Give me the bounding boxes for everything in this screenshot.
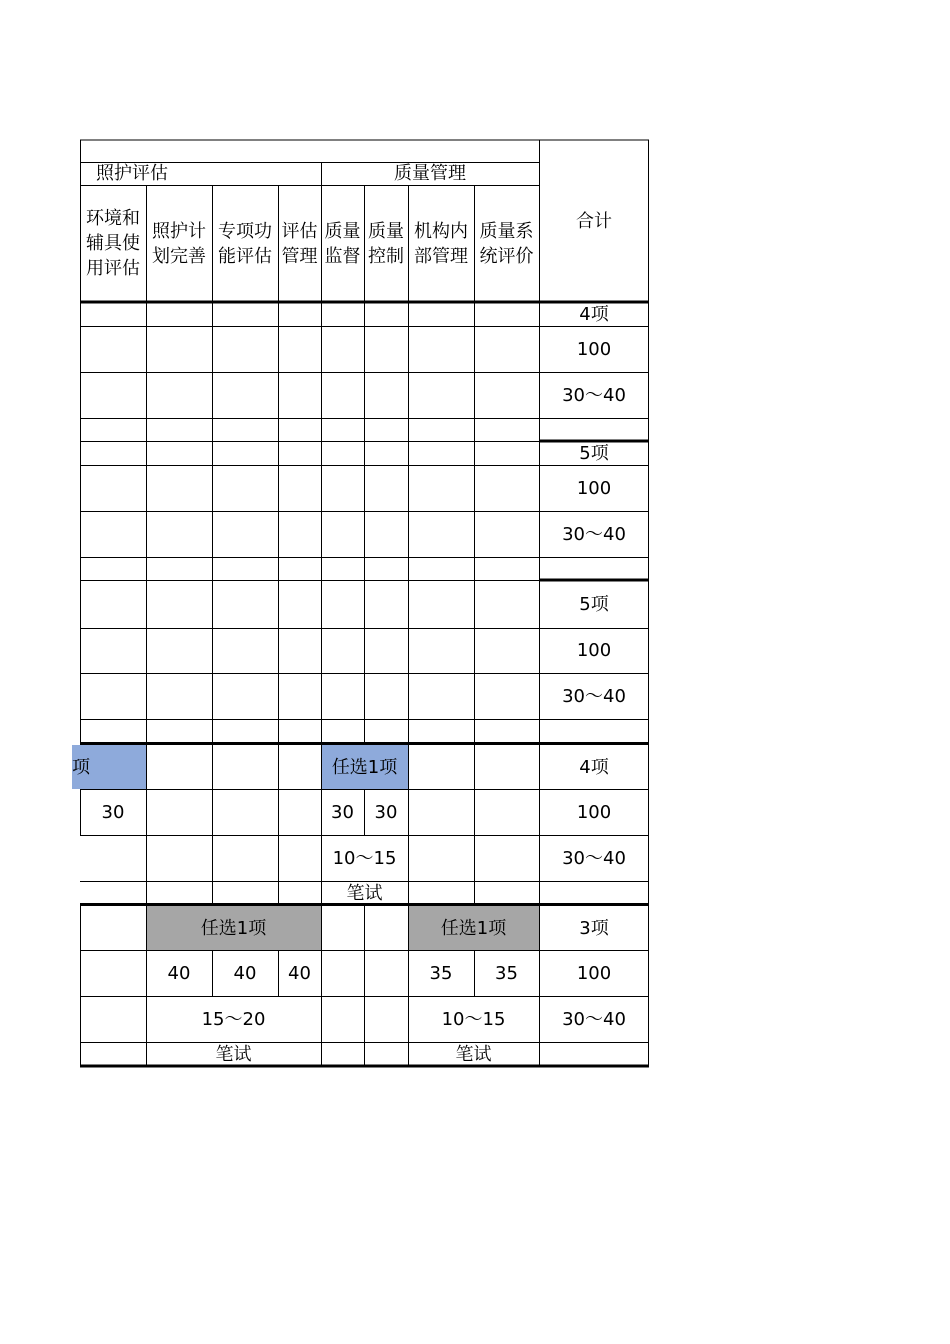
block4-env-score: 30 (101, 801, 125, 823)
block4-env-choice-cell: 项 (72, 756, 90, 778)
group-quality-management: 质量管理 (394, 163, 466, 184)
block5-care-choice: 任选1项 (200, 917, 267, 939)
block4-supervision-score: 30 (331, 801, 354, 823)
block4-time: 30～40 (562, 847, 626, 869)
block4-quality-choice: 任选1项 (331, 756, 398, 778)
col-eval-management: 评估 管理 (281, 220, 318, 267)
block4-items: 4项 (579, 756, 609, 778)
block3-time: 30～40 (562, 685, 626, 707)
block5-internal-choice: 任选1项 (440, 917, 507, 939)
col-quality-control: 质量 控制 (368, 220, 404, 267)
block5-internal-method: 笔试 (455, 1044, 492, 1065)
block5-care-method: 笔试 (215, 1044, 252, 1065)
block5-time: 30～40 (562, 1008, 626, 1030)
block4-quality-method: 笔试 (346, 883, 383, 904)
col-quality-supervision: 质量 监督 (324, 220, 361, 267)
col-env-aids: 环境和 辅具使 用评估 (86, 208, 140, 279)
block4-score: 100 (576, 801, 612, 823)
block1-time: 30～40 (562, 384, 626, 406)
block1-score: 100 (576, 338, 612, 360)
block5-care-plan-score: 40 (167, 962, 191, 984)
block1-items: 4项 (579, 304, 609, 325)
block3-score: 100 (576, 640, 612, 661)
block2-items: 5项 (579, 443, 609, 464)
block4-quality-time: 10～15 (332, 847, 397, 869)
block5-eval-management-score: 40 (288, 962, 311, 984)
block2-time: 30～40 (562, 523, 626, 545)
col-special-function: 专项功 能评估 (218, 220, 272, 267)
group-care-assessment: 照护评估 (96, 163, 168, 184)
block5-special-function-score: 40 (233, 962, 257, 984)
col-internal-management: 机构内 部管理 (414, 220, 468, 267)
block5-score: 100 (576, 962, 612, 984)
block5-care-time: 15～20 (201, 1008, 266, 1030)
block5-internal-score: 35 (429, 962, 453, 984)
block4-control-score: 30 (374, 801, 398, 823)
block3-items: 5项 (579, 594, 609, 615)
col-quality-system: 质量系 统评价 (479, 220, 534, 267)
block5-internal-time: 10～15 (441, 1008, 506, 1030)
block5-items: 3项 (579, 917, 609, 939)
col-total: 合计 (576, 210, 612, 232)
col-care-plan: 照护计 划完善 (152, 220, 206, 267)
block2-score: 100 (576, 477, 612, 499)
block5-system-score: 35 (495, 962, 518, 984)
